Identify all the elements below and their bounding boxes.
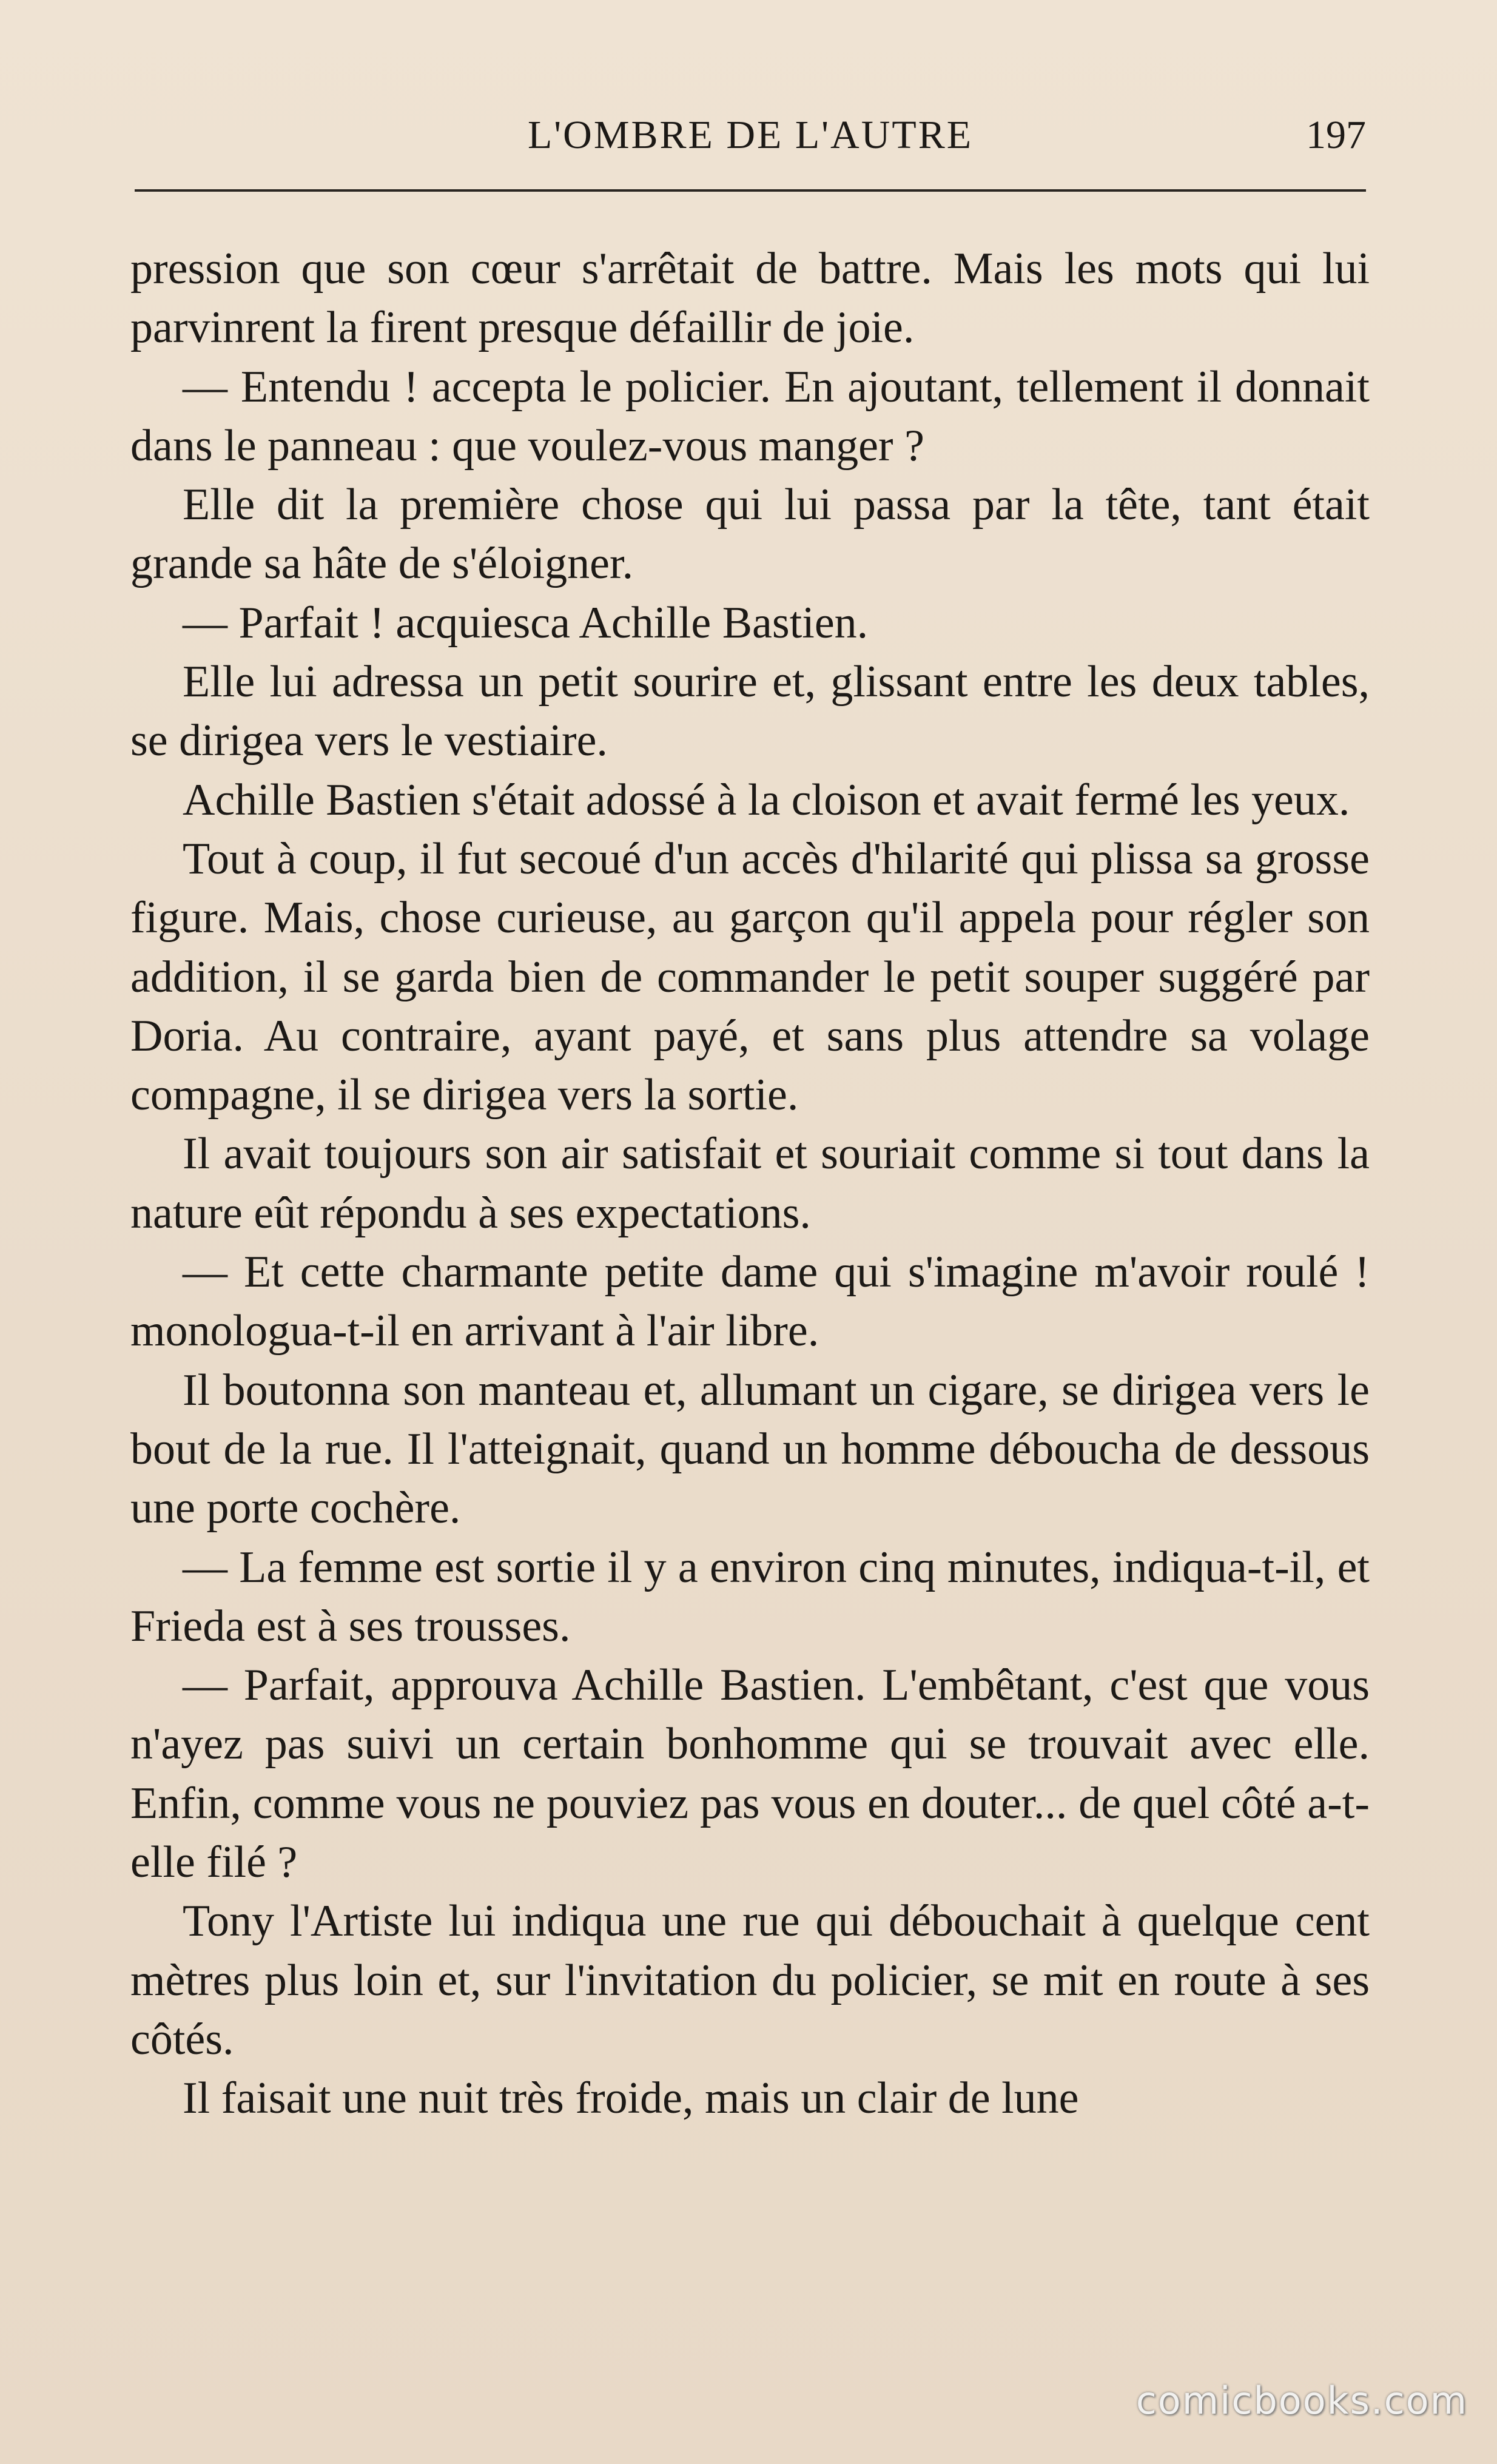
paragraph: Elle dit la première chose qui lui passa par la tête, tant était grande sa hâte de s'éloigner. — [130, 480, 1370, 589]
watermark: comicbooks.com — [1135, 2378, 1468, 2423]
paragraph: Elle lui adressa un petit sourire et, glissant entre les deux tables, se dirigea vers le vestiaire. — [130, 657, 1370, 766]
running-head — [135, 108, 1366, 163]
paragraph: Tout à coup, il fut secoué d'un accès d'hilarité qui plissa sa grosse figure. Mais, chose curieuse, au garçon qu'il appela pour régler son addition, il se garda bien de commander le petit souper suggéré par Doria. Au contraire, ayant payé, et sans plus attendre sa volage compagne, il se dirigea vers la sortie. — [130, 833, 1370, 1120]
paragraph: Tony l'Artiste lui indiqua une rue qui débouchait à quelque cent mètres plus loin et, sur l'invitation du policier, se mit en route à ses côtés. — [130, 1896, 1370, 2064]
paragraph: Il faisait une nuit très froide, mais un clair de lune — [183, 2073, 1079, 2124]
body-text — [130, 240, 1370, 2129]
paragraph: — Entendu ! accepta le policier. En ajoutant, tellement il donnait dans le panneau : que voulez-vous manger ? — [130, 362, 1370, 471]
paragraph: — La femme est sortie il y a environ cinq minutes, indiqua-t-il, et Frieda est à ses trousses. — [130, 1542, 1370, 1651]
paragraph: Il avait toujours son air satisfait et souriait comme si tout dans la nature eût répondu à ses expectations. — [130, 1129, 1370, 1238]
paragraph: — Et cette charmante petite dame qui s'imagine m'avoir roulé ! monologua-t-il en arrivant à l'air libre. — [130, 1247, 1370, 1356]
page-number: 197 — [1306, 113, 1366, 157]
paragraph: — Parfait ! acquiesca Achille Bastien. — [183, 597, 869, 648]
paragraph: pression que son cœur s'arrêtait de battre. Mais les mots qui lui parvinrent la firent presque défaillir de joie. — [130, 244, 1370, 353]
paragraph: — Parfait, approuva Achille Bastien. L'embêtant, c'est que vous n'ayez pas suivi un certain bonhomme qui se trouvait avec elle. Enfin, comme vous ne pouviez pas vous en douter... de quel côté a-t-elle filé ? — [130, 1660, 1370, 1888]
running-title: L'OMBRE DE L'AUTRE — [527, 113, 974, 157]
paragraph: Il boutonna son manteau et, allumant un cigare, se dirigea vers le bout de la rue. Il l'atteignait, quand un homme déboucha de dessous une porte cochère. — [130, 1365, 1370, 1533]
paragraph: Achille Bastien s'était adossé à la cloison et avait fermé les yeux. — [183, 775, 1350, 825]
header-rule — [135, 189, 1366, 192]
